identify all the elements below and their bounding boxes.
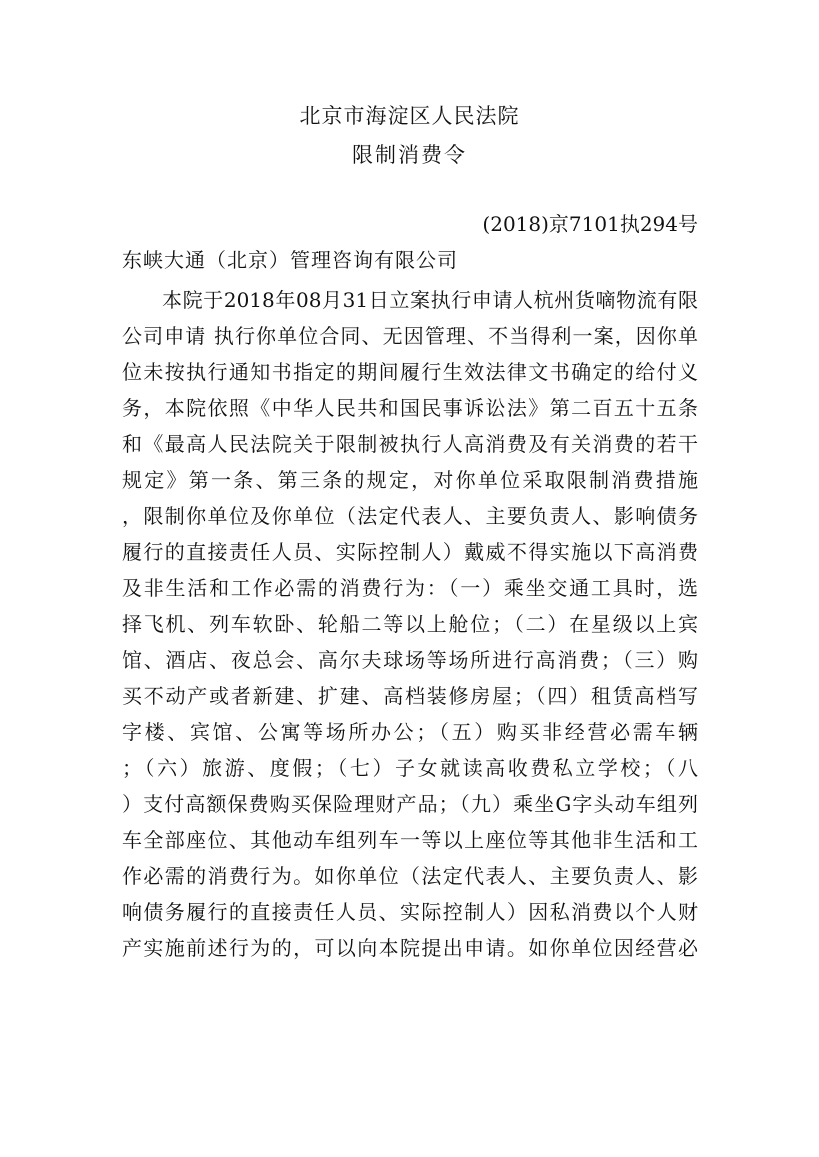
- body-line: 作必需的消费行为。如你单位（法定代表人、主要负责人、影: [122, 864, 698, 888]
- body-line: 本院于2018年08月31日立案执行申请人杭州货嘀物流有限: [162, 288, 698, 312]
- body-line: 车全部座位、其他动车组列车一等以上座位等其他非生活和工: [122, 828, 698, 852]
- body-text: [122, 282, 698, 966]
- body-line: 位未按执行通知书指定的期间履行生效法律文书确定的给付义: [122, 360, 698, 384]
- body-line: 公司申请 执行你单位合同、无因管理、不当得利一案，因你单: [122, 324, 698, 348]
- body-line: ；（六）旅游、度假；（七）子女就读高收费私立学校；（八: [122, 756, 698, 780]
- body-line: ）支付高额保费购买保险理财产品；（九）乘坐G字头动车组列: [122, 792, 698, 816]
- body-line: 及非生活和工作必需的消费行为：（一）乘坐交通工具时，选: [122, 576, 698, 600]
- body-line: 馆、酒店、夜总会、高尔夫球场等场所进行高消费；（三）购: [122, 648, 698, 672]
- body-line: 字楼、宾馆、公寓等场所办公；（五）购买非经营必需车辆: [122, 720, 698, 744]
- case-number: (2018)京7101执294号: [482, 212, 698, 236]
- body-line: ，限制你单位及你单位（法定代表人、主要负责人、影响债务: [122, 504, 698, 528]
- body-line: 响债务履行的直接责任人员、实际控制人）因私消费以个人财: [122, 900, 698, 924]
- body-line: 买不动产或者新建、扩建、高档装修房屋；（四）租赁高档写: [122, 684, 698, 708]
- body-line: 务，本院依照《中华人民共和国民事诉讼法》第二百五十五条: [122, 396, 698, 420]
- body-line: 履行的直接责任人员、实际控制人）戴威不得实施以下高消费: [122, 540, 698, 564]
- document-title: 限制消费令: [352, 143, 467, 167]
- body-line: 产实施前述行为的，可以向本院提出申请。如你单位因经营必: [122, 936, 698, 960]
- recipient-name: 东峡大通（北京）管理咨询有限公司: [122, 248, 458, 272]
- body-line: 规定》第一条、第三条的规定，对你单位采取限制消费措施: [122, 468, 698, 492]
- body-line: 和《最高人民法院关于限制被执行人高消费及有关消费的若干: [122, 432, 698, 456]
- body-line: 择飞机、列车软卧、轮船二等以上舱位；（二）在星级以上宾: [122, 612, 698, 636]
- court-name: 北京市海淀区人民法院: [299, 104, 520, 128]
